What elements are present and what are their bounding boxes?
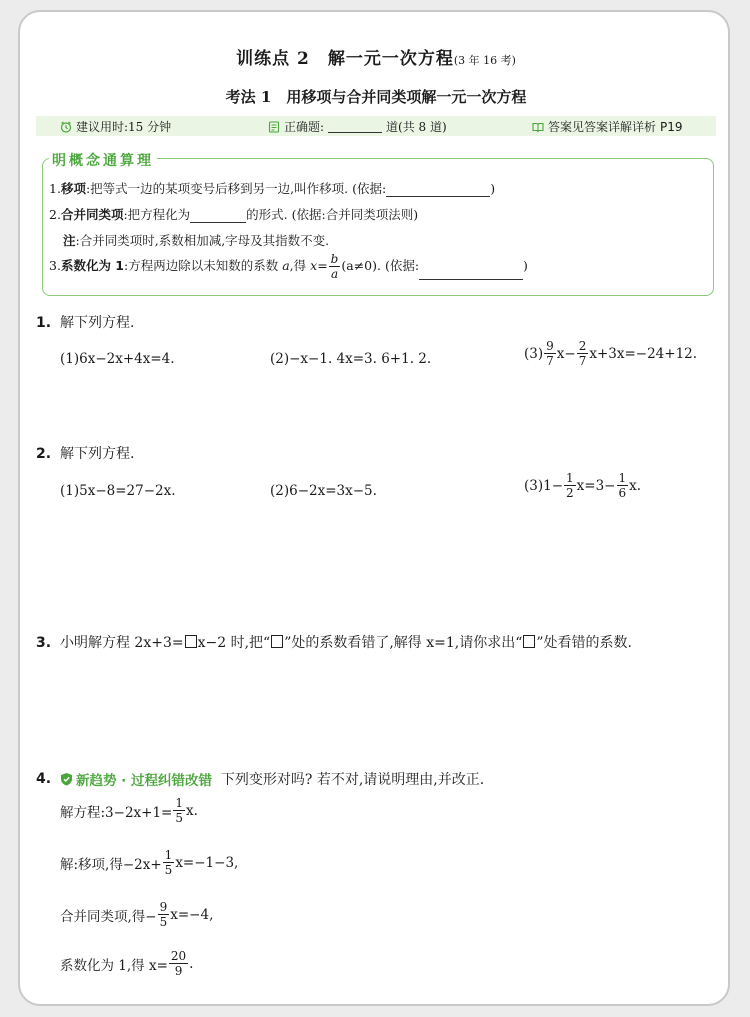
q2-part-1: (1)5x−8=27−2x. <box>60 483 176 499</box>
method-title: 考法 1 用移项与合并同类项解一元一次方程 <box>225 88 527 106</box>
concept-item-1: 1.移项:把等式一边的某项变号后移到另一边,叫作移项. (依据: ) <box>49 181 496 196</box>
book-icon <box>532 121 544 133</box>
blank-box-3 <box>523 635 535 648</box>
q2-part-3: (3)1− $\frac{1}{2}$ x=3− $\frac{1}{6}$ x. <box>524 471 642 500</box>
info-bar <box>36 116 716 136</box>
fraction-b-over-a: $\frac{b}{a}$ <box>330 252 339 281</box>
blank-box-1 <box>185 635 197 648</box>
q1-part-3: (3) $\frac{9}{7}$ x− $\frac{2}{7}$ x+3x=−24+12. <box>524 339 698 368</box>
q1-part-2: (2)−x−1. 4x=3. 6+1. 2. <box>270 351 432 367</box>
correct-count-blank[interactable] <box>328 120 382 133</box>
concept-note: 注:合并同类项时,系数相加减,字母及其指数不变. <box>63 233 330 248</box>
page-title <box>20 44 732 69</box>
q4-step-1: 解:移项,得−2x+ $\frac{1}{5}$ x=−1−3, <box>60 848 239 877</box>
answer-reference: 答案见答案详解详析 P19 <box>532 118 683 135</box>
time-info: 建议用时:15 分钟 <box>60 118 171 135</box>
shield-check-icon <box>60 772 73 786</box>
concept-item-2: 2.合并同类项:把方程化为 的形式. (依据:合并同类项法则) <box>49 207 419 222</box>
correct-count: 正确题: 道(共 8 道) <box>268 118 447 135</box>
q1-part-1: (1)6x−2x+4x=4. <box>60 351 175 367</box>
concept-tag: 明概念通算理 <box>49 150 157 170</box>
question-3: 3. 小明解方程 2x+3= x−2 时,把“ ”处的系数看错了,解得 x=1,请你求出“ ”处看错的系数. <box>36 635 632 651</box>
basis-blank-3[interactable] <box>419 266 523 280</box>
concept-box <box>42 153 714 296</box>
question-4: 4. 新趋势 · 过程纠错改错 下列变形对吗? 若不对,请说明理由,并改正. <box>36 771 485 789</box>
q4-step-2: 合并同类项,得− $\frac{9}{5}$ x=−4, <box>60 900 214 929</box>
title-note: (3 年 16 考) <box>453 54 516 67</box>
worksheet-page <box>18 10 730 1006</box>
form-blank[interactable] <box>190 209 246 223</box>
title-text: 训练点 2 解一元一次方程 <box>236 49 454 69</box>
q2-part-2: (2)6−2x=3x−5. <box>270 483 377 499</box>
q4-step-3: 系数化为 1,得 x= $\frac{20}{9}$ . <box>60 949 194 978</box>
question-1: 1. 解下列方程. <box>36 315 135 331</box>
basis-blank-1[interactable] <box>386 183 490 197</box>
q4-equation: 解方程:3−2x+1= $\frac{1}{5}$ x. <box>60 796 198 825</box>
trend-label: 新趋势 · 过程纠错改错 <box>75 773 212 789</box>
blank-box-2 <box>271 635 283 648</box>
question-2: 2. 解下列方程. <box>36 446 135 462</box>
checklist-icon <box>268 121 280 133</box>
alarm-clock-icon <box>60 121 72 133</box>
concept-item-3: 3.系数化为 1:方程两边除以未知数的系数 a,得 x= $\frac{b}{a}$ (a≠0). (依据: ) <box>49 252 528 281</box>
